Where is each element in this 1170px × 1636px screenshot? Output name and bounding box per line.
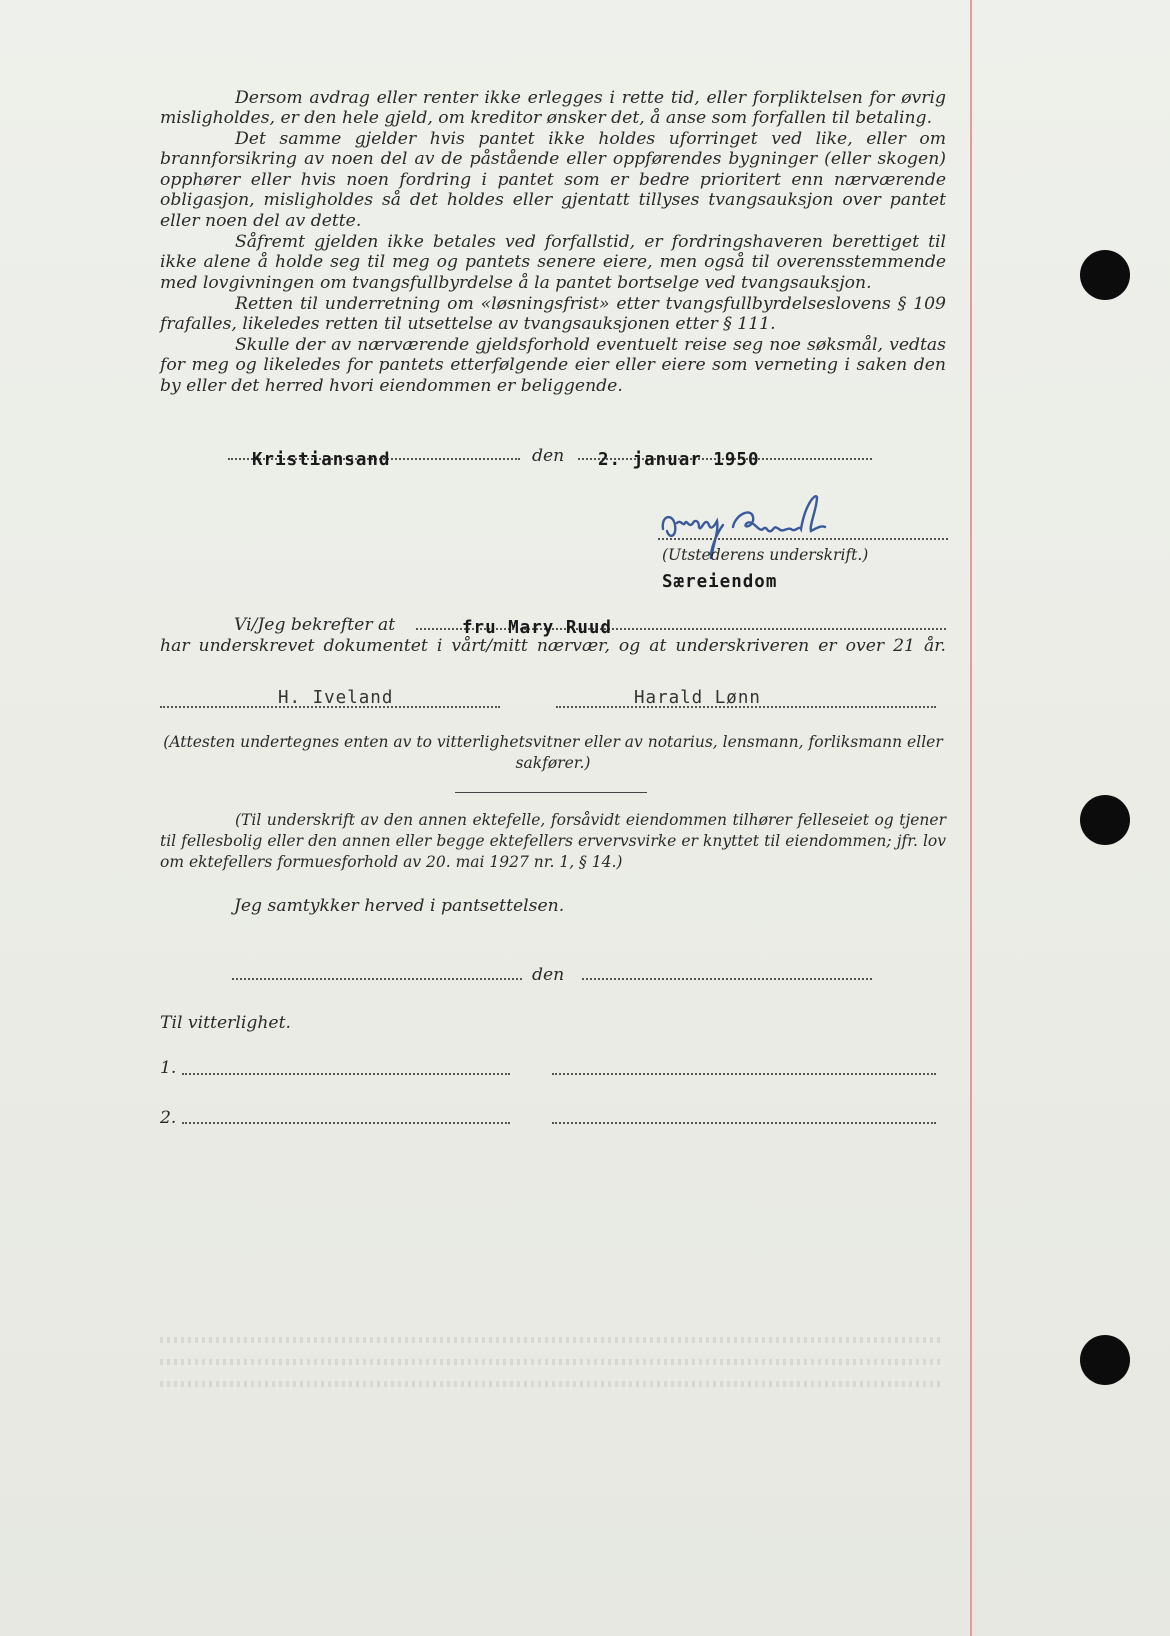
witness-number-1: 1. — [160, 1058, 177, 1078]
witness2-name: Harald Lønn — [634, 688, 761, 708]
margin-line — [970, 0, 972, 1636]
dateline-place: Kristiansand — [252, 450, 391, 470]
signature-caption: (Utstederens underskrift.) — [662, 546, 869, 564]
punch-hole — [1080, 250, 1130, 300]
paragraph-enforcement: Såfremt gjelden ikke betales ved forfallstid, er fordringshaveren berettiget til ikke alene å holde seg til meg og pantets senere eiere, men også til overensstemmende med lovgivningen om tvangsfullbyrdelse å la pantet bortselge ved tvangsauksjon. — [160, 232, 946, 293]
witness-2-line-a — [182, 1122, 510, 1124]
confirmation-prefix: Vi/Jeg bekrefter at — [234, 615, 396, 635]
paragraph-venue: Skulle der av nærværende gjeldsforhold eventuelt reise seg noe søksmål, vedtas for meg og likeledes for pantets etterfølgende eier eller eiere som verneting i saken den by eller det herred hvori eiendommen er beliggende. — [160, 335, 946, 396]
signature-line — [658, 538, 948, 540]
witness1-name: H. Iveland — [278, 688, 394, 708]
section-divider — [455, 792, 647, 793]
spouse-place-line — [232, 978, 522, 980]
witness-1-line-b — [552, 1073, 936, 1075]
witness-heading: Til vitterlighet. — [160, 1013, 291, 1033]
attestation-note: (Attesten undertegnes enten av to vitterlighetsvitner eller av notarius, lensmann, forliksmann eller sakfører.) — [163, 733, 943, 772]
punch-hole — [1080, 795, 1130, 845]
confirmation-body: har underskrevet dokumentet i vårt/mitt nærvær, og at underskriveren er over 21 år. — [160, 636, 946, 656]
punch-hole — [1080, 1335, 1130, 1385]
spouse-den-label: den — [532, 965, 565, 985]
paragraph-insurance: Det samme gjelder hvis pantet ikke holdes uforringet ved like, eller om brannforsikring av noen del av de påstående eller oppførendes bygninger (eller skogen) opphører eller hvis noen fordring i pantet som er bedre prioritert enn nærværende obligasjon, misligholdes så det holdes eller gjentatt tillyses tvangsauksjon over pantet eller noen del av dette. — [160, 129, 946, 231]
witness-1-line-a — [182, 1073, 510, 1075]
dateline-den-label: den — [532, 446, 565, 466]
typed-note-saereiendom: Særeiendom — [662, 572, 778, 592]
spouse-note: (Til underskrift av den annen ektefelle, forsåvidt eiendommen tilhører felleseiet og tjener til fellesbolig eller den annen eller begge ektefellers ervervsvirke er knyttet til eiendommen; jfr. lov om ektefellers formuesforhold av 20. mai 1927 nr. 1, § 14.) — [160, 811, 946, 871]
dateline-date: 2. januar 1950 — [598, 450, 760, 470]
witness-2-line-b — [552, 1122, 936, 1124]
paragraph-default: Dersom avdrag eller renter ikke erlegges i rette tid, eller forpliktelsen for øvrig misligholdes, er den hele gjeld, om kreditor ønsker det, å anse som forfallen til betaling. — [160, 88, 946, 129]
spouse-date-line — [582, 978, 872, 980]
witness-number-2: 2. — [160, 1108, 177, 1128]
spouse-consent: Jeg samtykker herved i pantsettelsen. — [234, 896, 565, 916]
paragraph-notice: Retten til underretning om «løsningsfrist» etter tvangsfullbyrdelseslovens § 109 frafalles, likeledes retten til utsettelse av tvangsauksjonen etter § 111. — [160, 294, 946, 335]
confirmation-name: fru Mary Ruud — [462, 618, 612, 638]
bleed-through-texture — [150, 1330, 950, 1410]
